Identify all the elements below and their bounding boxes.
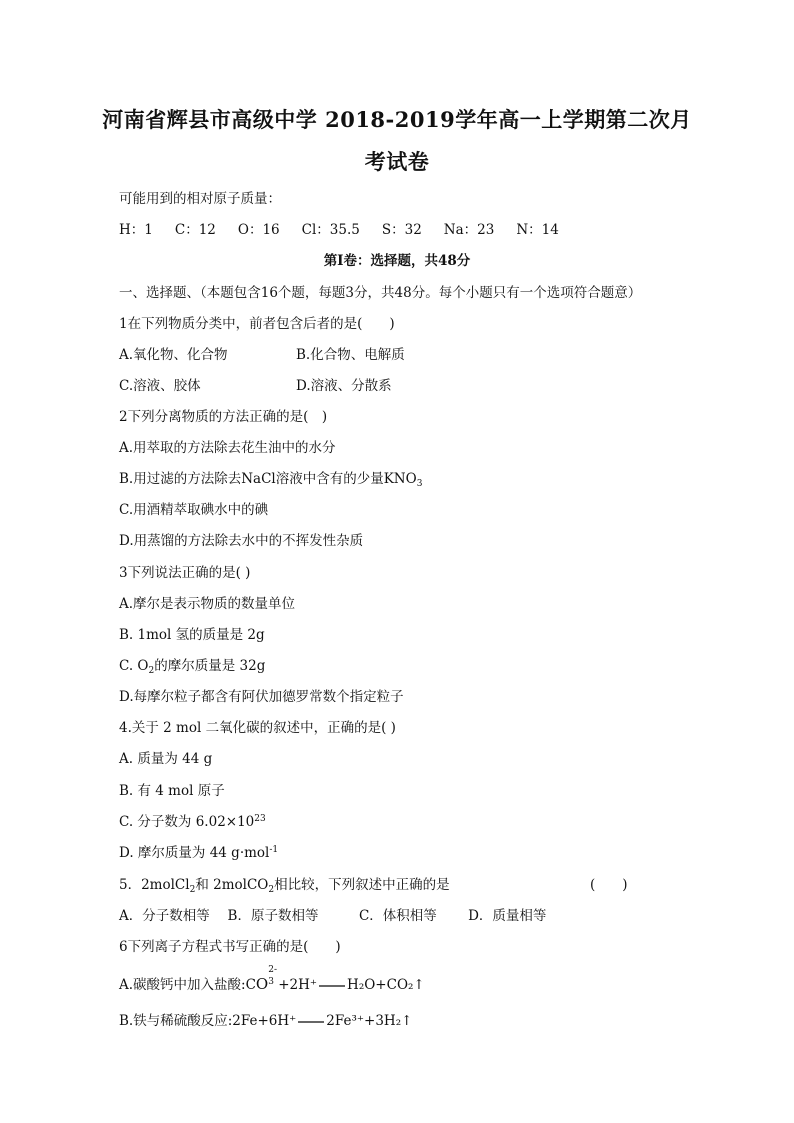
q4-stem: 4.关于 2 mol 二氧化碳的叙述中，正确的是( ) [119, 720, 396, 736]
atomic-mass-c: C：12 [174, 222, 216, 238]
q2-option-c: C.用酒精萃取碘水中的碘 [119, 502, 269, 518]
q4-option-d: D. 摩尔质量为 44 g·mol$^{-1}$ [119, 845, 279, 861]
atomic-mass-na: Na：23 [443, 222, 495, 238]
atomic-mass-s: S：32 [381, 222, 422, 238]
q2-option-d: D.用蒸馏的方法除去水中的不挥发性杂质 [119, 533, 364, 549]
q6-option-b: B.铁与稀硫酸反应:2Fe+6H⁺ 2Fe³⁺+3H₂↑ [119, 1013, 413, 1029]
q5-answer-paren: ( ) [590, 877, 628, 893]
reaction-arrow-icon [298, 1021, 324, 1023]
q3-option-b: B. 1mol 氢的质量是 2g [119, 627, 265, 643]
q6-stem: 6下列离子方程式书写正确的是( ) [119, 939, 341, 955]
q2-option-a: A.用萃取的方法除去花生油中的水分 [119, 440, 336, 456]
atomic-mass-h: H：1 [119, 222, 153, 238]
q5-options: A．分子数相等 B．原子数相等 C．体积相等 D．质量相等 [119, 908, 547, 924]
atomic-mass-cl: Cl：35.5 [301, 222, 360, 238]
q2-stem: 2下列分离物质的方法正确的是( ) [119, 409, 328, 425]
q1-option-c: C.溶液、胶体 [119, 378, 201, 394]
q2-option-b: B.用过滤的方法除去NaCl溶液中含有的少量$KNO_3$ [119, 471, 423, 489]
q4-option-a: A. 质量为 44 g [119, 751, 213, 767]
q5-stem: 5．2molCl$_2$和 2molCO$_2$相比较，下列叙述中正确的是 [119, 877, 450, 895]
q6-option-a: A.碳酸钙中加入盐酸:CO 2- 3 +2H⁺ H₂O+CO₂↑ [119, 965, 425, 993]
q3-option-c: C. $O_2$的摩尔质量是 32g [119, 658, 266, 676]
atomic-mass-label: 可能用到的相对原子质量： [119, 191, 281, 207]
q1-stem: 1在下列物质分类中，前者包含后者的是( ) [119, 316, 395, 332]
atomic-mass-list [119, 218, 581, 238]
section-header: 第Ⅰ卷：选择题，共48分 [323, 253, 471, 269]
atomic-mass-n: N：14 [516, 222, 559, 238]
q1-option-d: D.溶液、分散系 [296, 378, 392, 394]
exam-title-line-1: 河南省辉县市高级中学 2018-2019学年高一上学期第二次月 [102, 107, 692, 132]
exam-title-line-2: 考试卷 [364, 149, 430, 174]
q3-stem: 3下列说法正确的是( ) [119, 565, 251, 581]
q1-option-a: A.氧化物、化合物 [119, 347, 228, 363]
atomic-mass-o: O：16 [237, 222, 280, 238]
reaction-arrow-icon [319, 985, 345, 987]
q4-option-b: B. 有 4 mol 原子 [119, 783, 225, 799]
q1-option-b: B.化合物、电解质 [296, 347, 405, 363]
q4-option-c: C. 分子数为 $6.02\times 10^{23}$ [119, 814, 266, 830]
section-intro: 一、选择题、（本题包含16个题，每题3分，共48分。每个小题只有一个选项符合题意） [119, 285, 642, 301]
q3-option-d: D.每摩尔粒子都含有阿伏加德罗常数个指定粒子 [119, 689, 404, 705]
q3-option-a: A.摩尔是表示物质的数量单位 [119, 596, 296, 612]
